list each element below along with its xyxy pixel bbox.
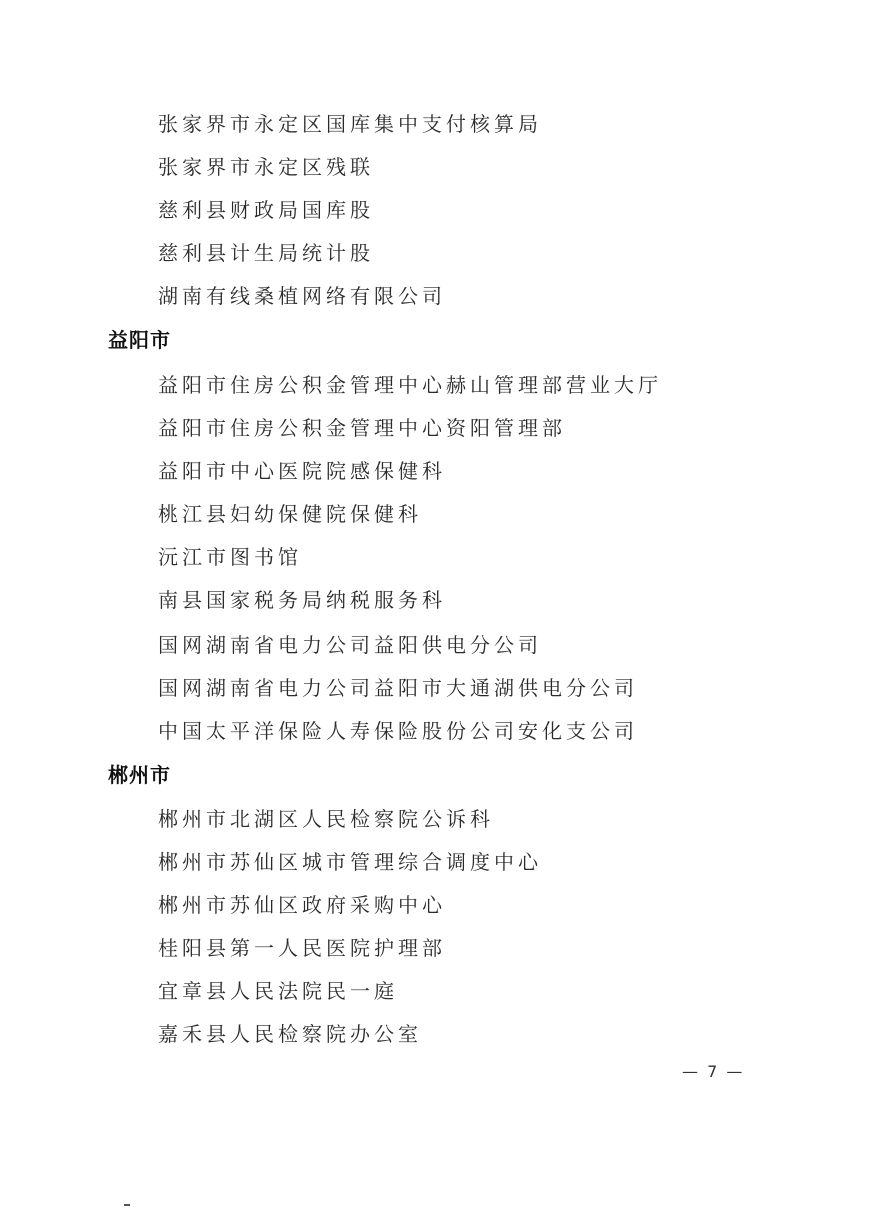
list-item: 张家界市永定区国库集中支付核算局: [158, 112, 542, 136]
list-item: 嘉禾县人民检察院办公室: [158, 1022, 422, 1046]
list-item: 湖南有线桑植网络有限公司: [158, 284, 446, 308]
list-item: 益阳市中心医院院感保健科: [158, 459, 446, 483]
list-item: 南县国家税务局纳税服务科: [158, 588, 446, 612]
list-item: 慈利县财政局国库股: [158, 198, 374, 222]
list-item: 郴州市北湖区人民检察院公诉科: [158, 807, 494, 831]
list-item: 桃江县妇幼保健院保健科: [158, 502, 422, 526]
list-item: 郴州市苏仙区政府采购中心: [158, 893, 446, 917]
page-number: — 7 —: [682, 1062, 745, 1081]
section-heading: 郴州市: [108, 763, 171, 787]
list-item: 张家界市永定区残联: [158, 155, 374, 179]
list-item: 国网湖南省电力公司益阳市大通湖供电分公司: [158, 676, 638, 700]
list-item: 益阳市住房公积金管理中心资阳管理部: [158, 416, 566, 440]
list-item: 沅江市图书馆: [158, 545, 302, 569]
scan-speck: [124, 1204, 130, 1206]
list-item: 慈利县计生局统计股: [158, 241, 374, 265]
list-item: 益阳市住房公积金管理中心赫山管理部营业大厅: [158, 373, 662, 397]
section-heading: 益阳市: [108, 328, 171, 352]
list-item: 中国太平洋保险人寿保险股份公司安化支公司: [158, 719, 638, 743]
list-item: 桂阳县第一人民医院护理部: [158, 936, 446, 960]
list-item: 郴州市苏仙区城市管理综合调度中心: [158, 850, 542, 874]
list-item: 国网湖南省电力公司益阳供电分公司: [158, 633, 542, 657]
list-item: 宜章县人民法院民一庭: [158, 979, 398, 1003]
